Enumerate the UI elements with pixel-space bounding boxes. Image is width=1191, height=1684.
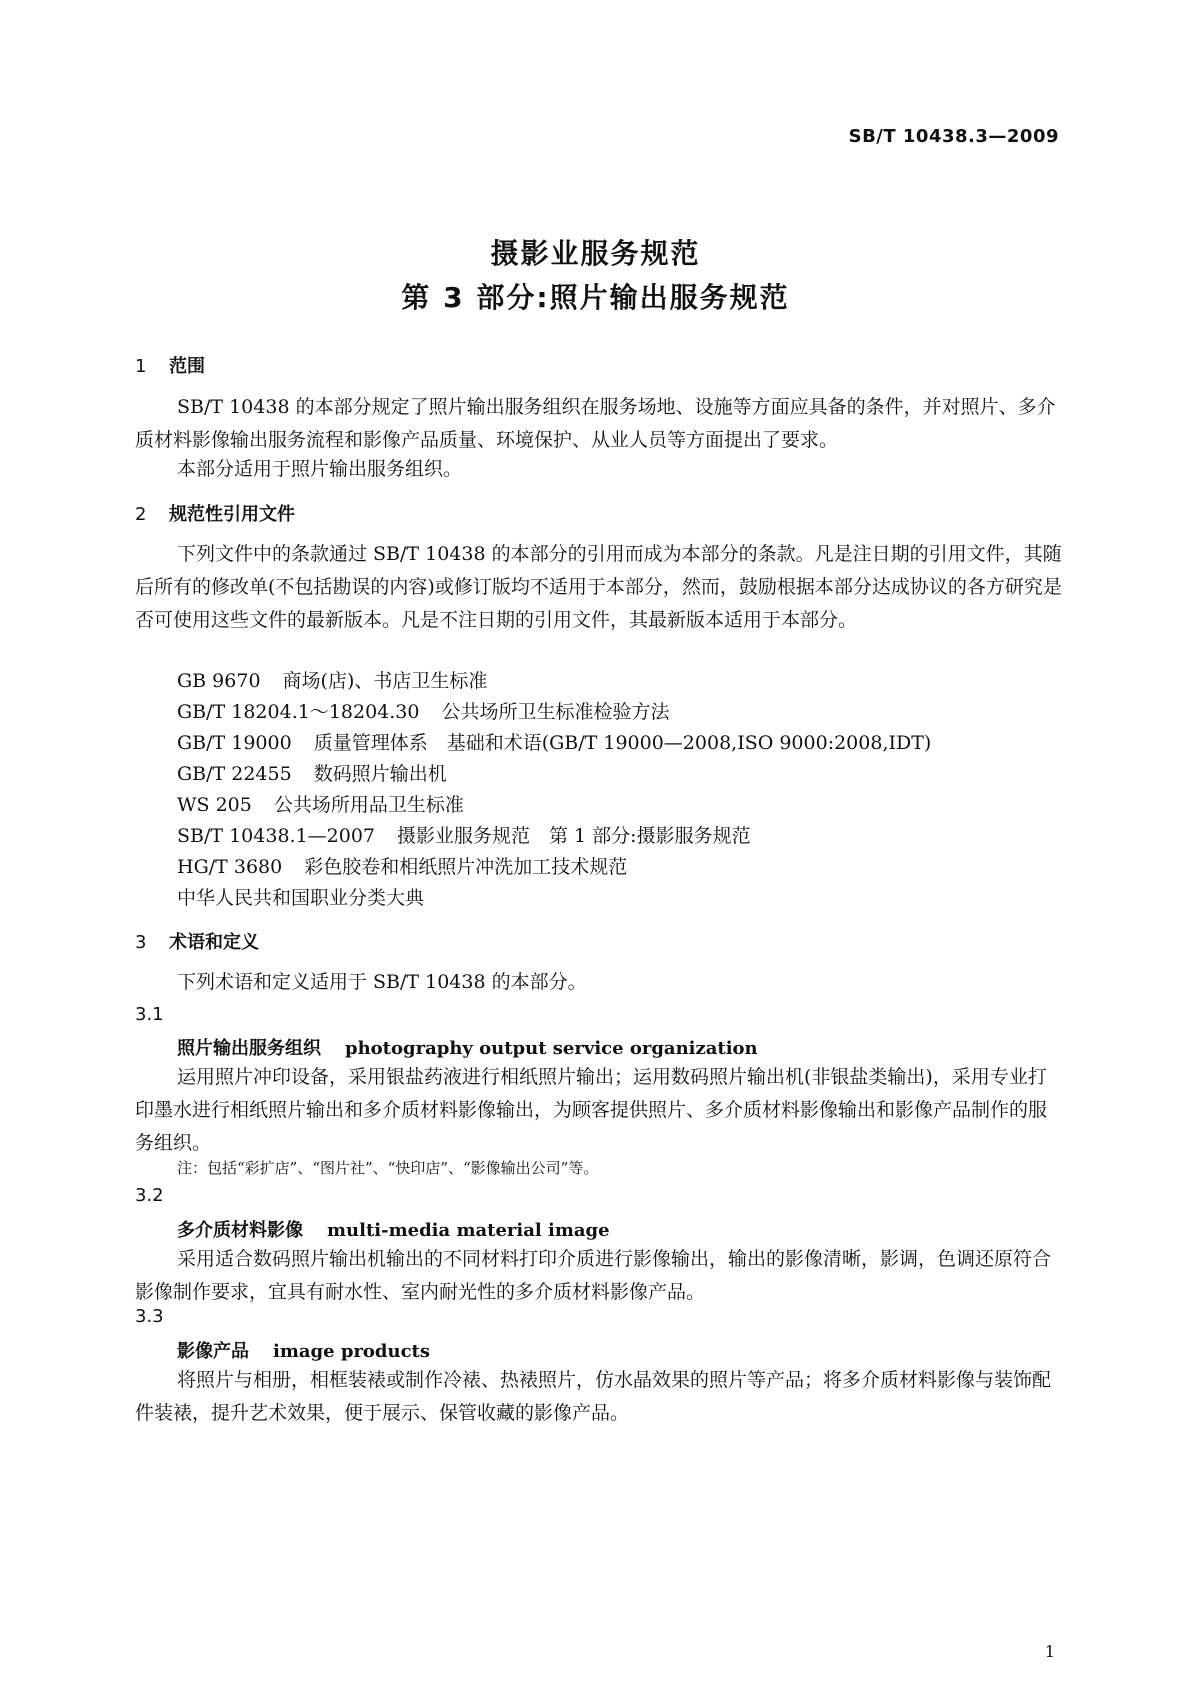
reference-title: 数码照片输出机 [313,763,447,785]
reference-item: 中华人民共和国职业分类大典 [177,887,425,909]
standard-code: SB/T 10438.3—2009 [848,126,1059,147]
scope-paragraph: SB/T 10438 的本部分规定了照片输出服务组织在服务场地、设施等方面应具备的条件，并对照片、多介质材料影像输出服务流程和影像产品质量、环境保护、从业人员等方面提出了要求。 [135,396,1056,451]
section-number: 1 [135,356,147,377]
reference-item [177,666,487,693]
term-number: 3.2 [135,1185,164,1206]
section-heading-normative-references [135,500,295,526]
term-en: multi-media material image [327,1220,610,1241]
reference-code: WS 205 [177,794,252,816]
term-zh: 多介质材料影像 [177,1220,303,1241]
section-number: 3 [135,932,147,953]
scope-applicability: 本部分适用于照片输出服务组织。 [177,458,463,480]
reference-title: 公共场所卫生标准检验方法 [441,701,670,723]
references-paragraph: 下列文件中的条款通过 SB/T 10438 的本部分的引用而成为本部分的条款。凡是注日期的引用文件，其随后所有的修改单(不包括勘误的内容)或修订版均不适用于本部分，然而，鼓励根据本部分达成协议的各方研究是否可使用这些文件的最新版本。凡是不注日期的引用文件，其最新版本适用于本部分。 [135,543,1062,631]
reference-title: 公共场所用品卫生标准 [273,794,464,816]
reference-code: GB/T 22455 [177,763,292,785]
reference-title: 彩色胶卷和相纸照片冲洗加工技术规范 [304,856,628,878]
reference-code: SB/T 10438.1—2007 [177,825,376,847]
term-heading [177,1216,610,1242]
page-number: 1 [1044,1642,1055,1661]
reference-item [177,759,447,786]
term-definition: 采用适合数码照片输出机输出的不同材料打印介质进行影像输出，输出的影像清晰，影调，色调还原符合影像制作要求，宜具有耐水性、室内耐光性的多介质材料影像产品。 [135,1248,1052,1303]
reference-item [177,790,464,817]
term-number: 3.1 [135,1004,164,1025]
section-heading-scope [135,352,205,378]
term-zh: 影像产品 [177,1341,249,1362]
section-title: 术语和定义 [169,932,259,953]
document-subtitle: 第 3 部分:照片输出服务规范 [401,281,790,314]
term-zh: 照片输出服务组织 [177,1038,321,1059]
reference-code: GB/T 19000 [177,732,292,754]
term-heading [177,1034,758,1060]
term-en: photography output service organization [345,1038,758,1059]
reference-item [177,697,670,724]
section-title: 规范性引用文件 [169,504,295,525]
terms-intro: 下列术语和定义适用于 SB/T 10438 的本部分。 [177,971,587,993]
section-heading-terms [135,928,259,954]
term-number: 3.3 [135,1306,164,1327]
section-title: 范围 [169,356,205,377]
reference-code: HG/T 3680 [177,856,283,878]
document-title: 摄影业服务规范 [490,237,701,270]
reference-item [177,821,751,848]
term-definition: 将照片与相册，相框装裱或制作冷裱、热裱照片，仿水晶效果的照片等产品；将多介质材料影像与装饰配件装裱，提升艺术效果，便于展示、保管收藏的影像产品。 [135,1369,1052,1424]
reference-code: GB 9670 [177,670,261,692]
reference-code: GB/T 18204.1～18204.30 [177,701,420,723]
term-note: 注：包括“彩扩店”、“图片社”、“快印店”、“影像输出公司”等。 [177,1159,599,1177]
reference-item [177,728,931,755]
reference-item [177,852,627,879]
term-heading [177,1337,430,1363]
reference-title: 质量管理体系 基础和术语(GB/T 19000—2008,ISO 9000:2008,IDT) [313,732,932,754]
reference-title: 摄影业服务规范 第 1 部分:摄影服务规范 [397,825,751,847]
term-definition: 运用照片冲印设备，采用银盐药液进行相纸照片输出；运用数码照片输出机(非银盐类输出)，采用专业打印墨水进行相纸照片输出和多介质材料影像输出，为顾客提供照片、多介质材料影像输出和影像产品制作的服务组织。 [135,1066,1048,1154]
reference-title: 商场(店)、书店卫生标准 [282,670,488,692]
section-number: 2 [135,504,147,525]
term-en: image products [273,1341,431,1362]
